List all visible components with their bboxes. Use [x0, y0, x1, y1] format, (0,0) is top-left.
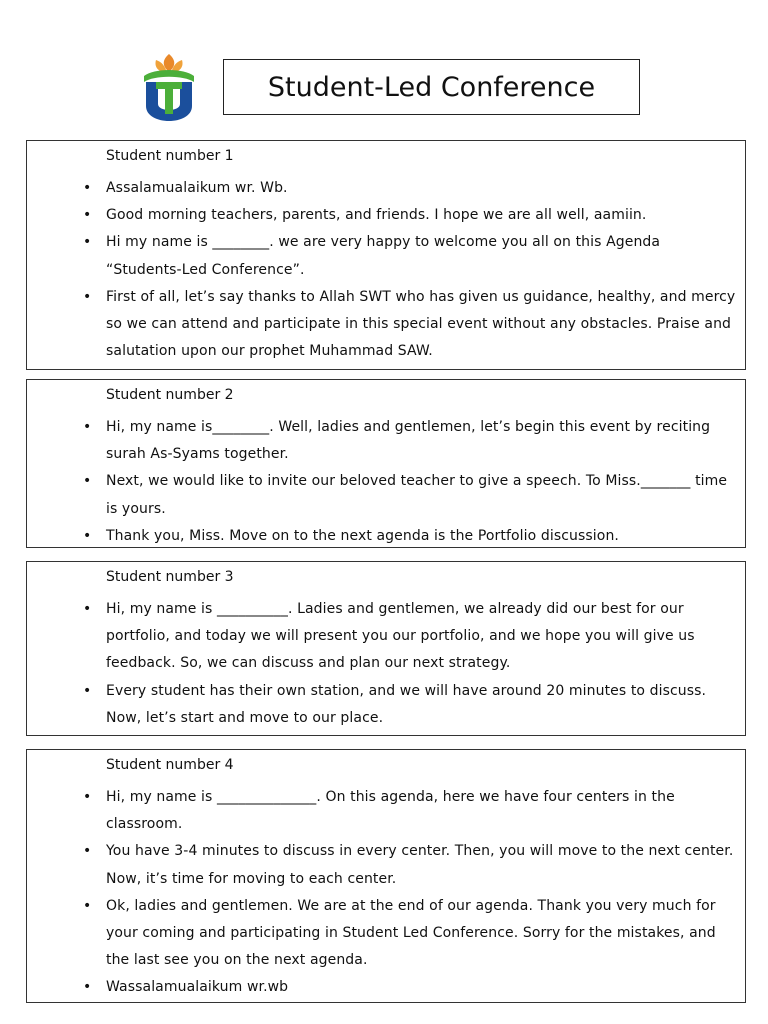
list-item: • Next, we would like to invite our beloved teacher to give a speech. To Miss._______ time is yours.	[27, 468, 745, 522]
section-heading: Student number 3	[106, 569, 234, 585]
school-logo-icon	[140, 52, 198, 126]
list-item: • Every student has their own station, and we will have around 20 minutes to discuss. Now, let’s start and move to our place.	[27, 678, 745, 732]
page-title-text: Student-Led Conference	[267, 71, 596, 103]
list-item: • Ok, ladies and gentlemen. We are at the end of our agenda. Thank you very much for your coming and participating in Student Led Conference. Sorry for the mistakes, and the last see you on the next agenda.	[27, 893, 745, 975]
section-heading: Student number 1	[106, 148, 234, 164]
list-item: • First of all, let’s say thanks to Allah SWT who has given us guidance, healthy, and mercy so we can attend and participate in this special event without any obstacles. Praise and salutation upon our prophet Muhammad SAW.	[27, 284, 745, 366]
bullet-list	[27, 596, 745, 732]
bullet-list	[27, 784, 745, 1002]
page-title	[223, 59, 640, 115]
student-3-section	[26, 561, 746, 736]
list-item: • Hi, my name is ______________. On this agenda, here we have four centers in the classroom.	[27, 784, 745, 838]
list-item: • Hi my name is ________. we are very happy to welcome you all on this Agenda “Students-Led Conference”.	[27, 229, 745, 283]
list-item: • Hi, my name is________. Well, ladies and gentlemen, let’s begin this event by reciting surah As-Syams together.	[27, 414, 745, 468]
list-item: • Hi, my name is __________. Ladies and gentlemen, we already did our best for our portfolio, and today we will present you our portfolio, and we hope you will give us feedback. So, we can discuss and plan our next strategy.	[27, 596, 745, 678]
student-1-section	[26, 140, 746, 370]
student-4-section	[26, 749, 746, 1003]
student-2-section	[26, 379, 746, 548]
list-item: • Thank you, Miss. Move on to the next agenda is the Portfolio discussion.	[27, 523, 745, 550]
bullet-list	[27, 175, 745, 365]
list-item: • You have 3-4 minutes to discuss in every center. Then, you will move to the next center. Now, it’s time for moving to each center.	[27, 838, 745, 892]
list-item: • Assalamualaikum wr. Wb.	[27, 175, 745, 202]
list-item: • Good morning teachers, parents, and friends. I hope we are all well, aamiin.	[27, 202, 745, 229]
list-item: • Wassalamualaikum wr.wb	[27, 974, 745, 1001]
bullet-list	[27, 414, 745, 550]
section-heading: Student number 2	[106, 387, 234, 403]
section-heading: Student number 4	[106, 757, 234, 773]
